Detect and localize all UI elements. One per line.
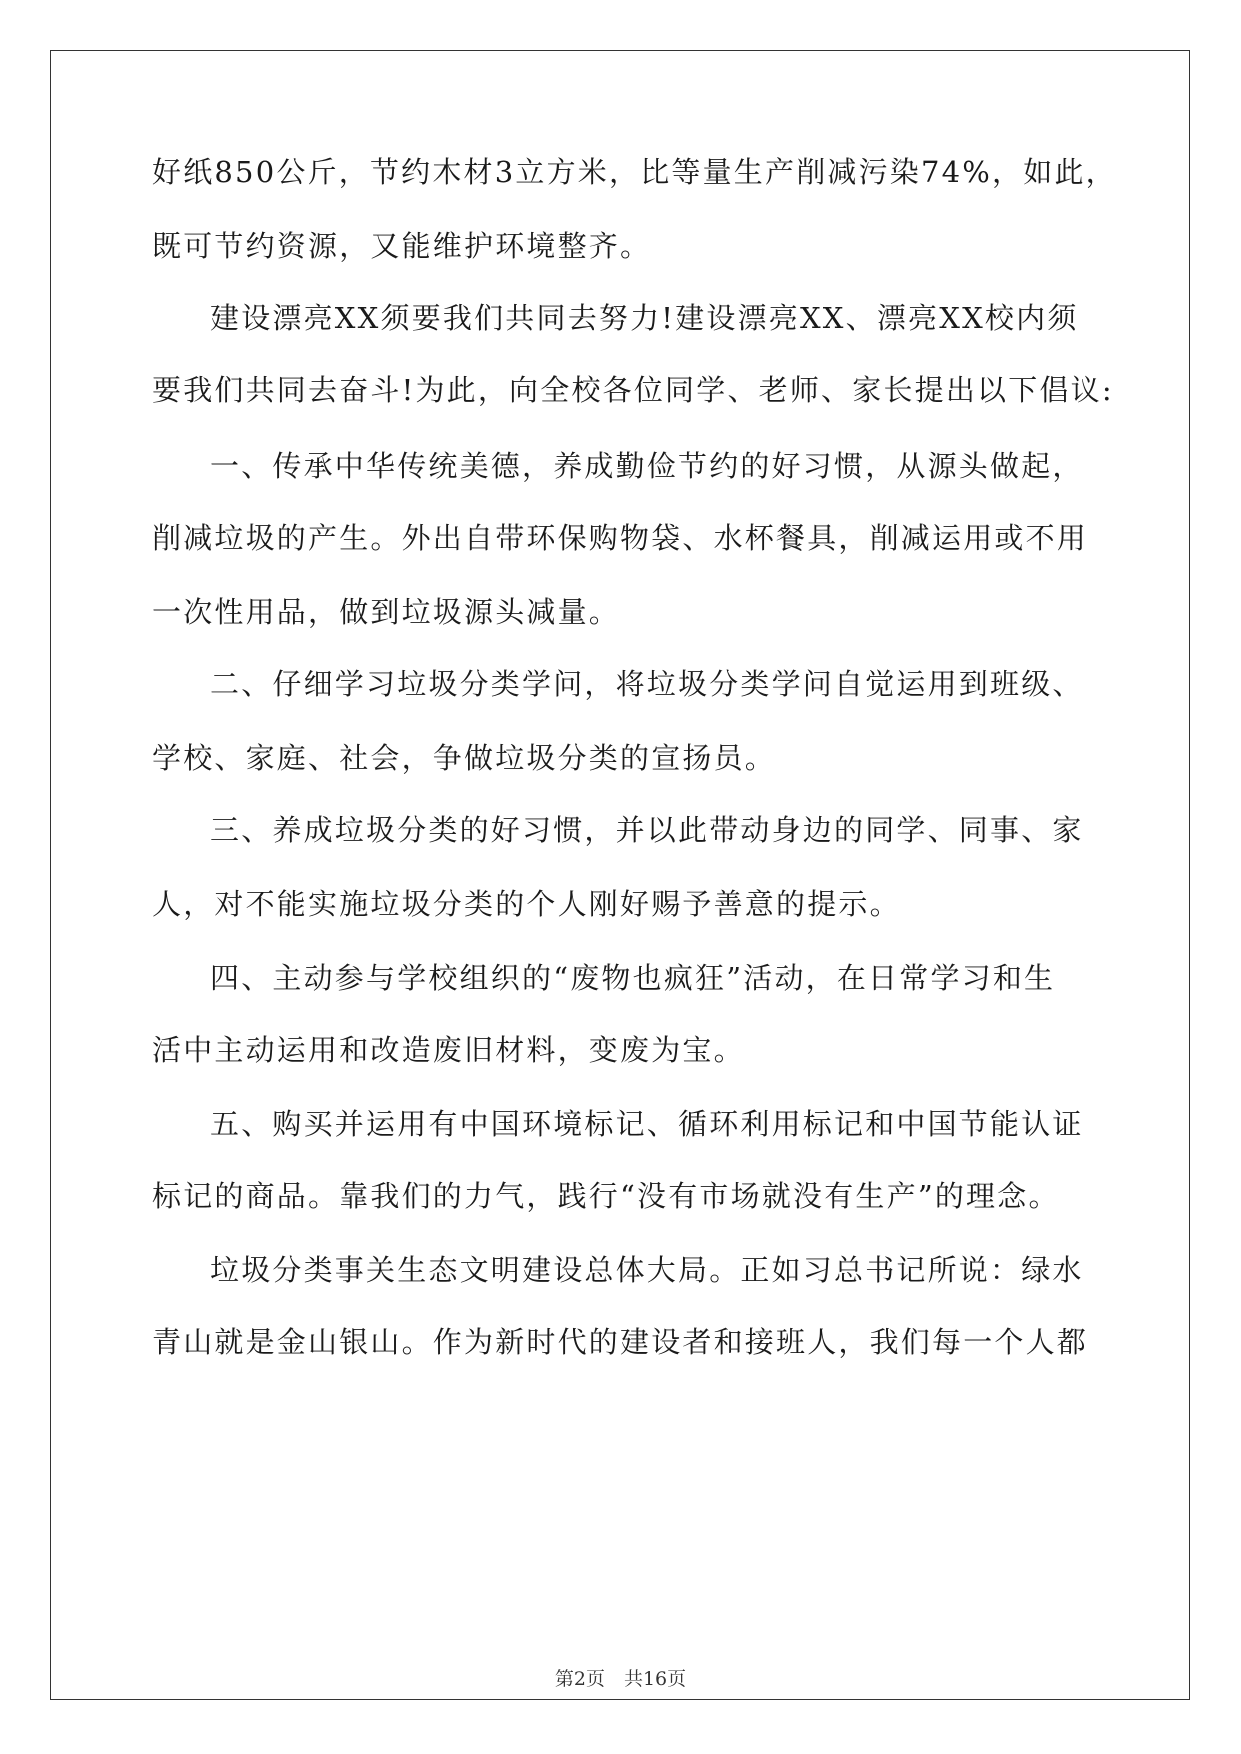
text-line: 标记的商品。靠我们的力气，践行“没有市场就没有生产”的理念。 [152, 1179, 1060, 1213]
text-line: 活中主动运用和改造废旧材料，变废为宝。 [152, 1033, 745, 1067]
text-line: 好纸850公斤，节约木材3立方米，比等量生产削减污染74%，如此， [152, 155, 1117, 189]
text-line: 三、养成垃圾分类的好习惯，并以此带动身边的同学、同事、家 [210, 813, 1084, 847]
text-line: 一、传承中华传统美德，养成勤俭节约的好习惯，从源头做起， [210, 449, 1084, 483]
text-line: 要我们共同去奋斗!为此，向全校各位同学、老师、家长提出以下倡议: [152, 373, 1114, 407]
text-line: 二、仔细学习垃圾分类学问，将垃圾分类学问自觉运用到班级、 [210, 667, 1084, 701]
text-line: 五、购买并运用有中国环境标记、循环利用标记和中国节能认证 [210, 1107, 1084, 1141]
text-line: 垃圾分类事关生态文明建设总体大局。正如习总书记所说：绿水 [210, 1253, 1084, 1287]
text-line: 四、主动参与学校组织的“废物也疯狂”活动，在日常学习和生 [210, 961, 1056, 995]
text-line: 一次性用品，做到垃圾源头减量。 [152, 595, 621, 629]
text-line: 青山就是金山银山。作为新时代的建设者和接班人，我们每一个人都 [152, 1325, 1089, 1359]
text-line: 建设漂亮XX须要我们共同去努力!建设漂亮XX、漂亮XX校内须 [210, 301, 1079, 335]
text-line: 削减垃圾的产生。外出自带环保购物袋、水杯餐具，削减运用或不用 [152, 521, 1089, 555]
page-number-footer: 第2页 共16页 [554, 1668, 687, 1690]
text-line: 人，对不能实施垃圾分类的个人刚好赐予善意的提示。 [152, 887, 901, 921]
text-line: 学校、家庭、社会，争做垃圾分类的宣扬员。 [152, 741, 777, 775]
text-line: 既可节约资源，又能维护环境整齐。 [152, 229, 652, 263]
